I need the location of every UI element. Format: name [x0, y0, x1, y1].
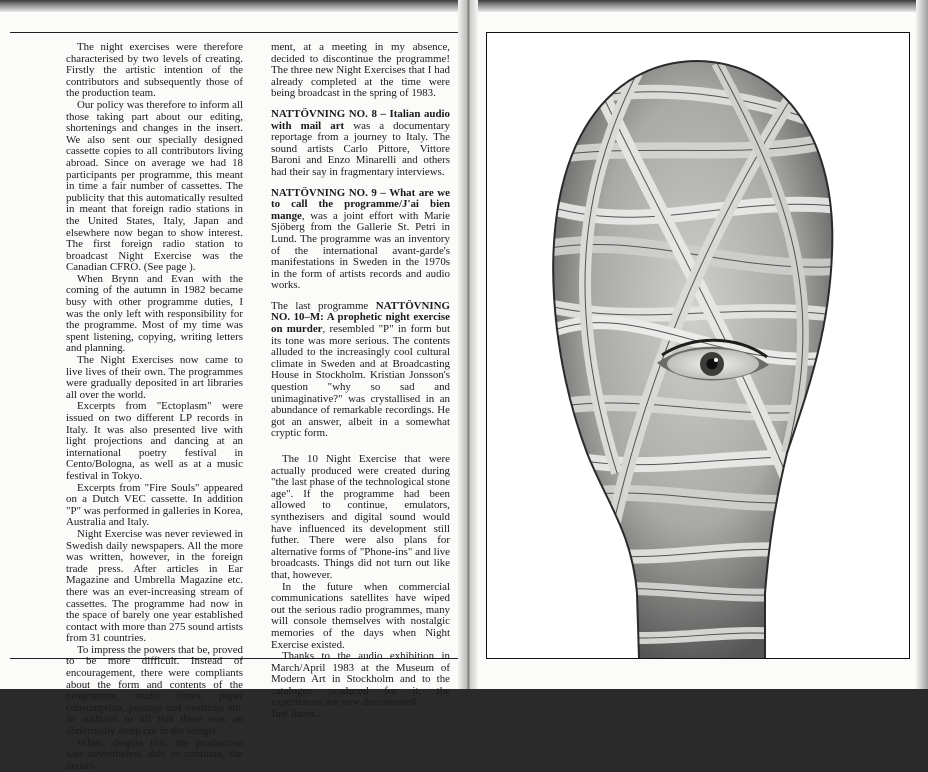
- entry-lead: The last programme: [271, 299, 376, 312]
- paragraph: The Night Exercises now came to live lives of their own. The programmes were gradually deposited in art libraries all over the world.: [66, 354, 243, 401]
- entry-body: , was a joint effort with Marie Sjöberg from the Gallerie St. Petri in Lund. The programme was an inventory of the international avant-garde's manifestations in Sweden in the 1970s in the form of artists records and audio works.: [271, 209, 450, 292]
- wrapped-head-photo: [487, 33, 909, 658]
- entry-title: NATTÖVNING NO. 9 – What are we to call the programme/J'ai bien mange: [271, 186, 450, 222]
- paragraph: ment, at a meeting in my absence, decided to discontinue the programme! The three new Night Exercises that I had already completed at the time were being broadcast in the spring of 1983.: [271, 41, 450, 100]
- entry-title: NATTÖVNING NO. 10–M: A prophetic night exercise on murder: [271, 299, 450, 336]
- entry-body: , resembled "P" in form but its tone was more serious. The contents alluded to the increasingly cool cultural climate in Sweden and at Broadcasting House in Stockholm. Kristian Jonsson's question "why so sad and unimaginative?" was crystallised in an abundance of remarkable recordings. He got an answer, albeit in a somewhat cryptic form.: [271, 323, 450, 440]
- top-rule: [10, 32, 460, 33]
- paragraph: Night Exercise was never reviewed in Swedish daily newspapers. All the more was written, however, in the foreign trade press. After articles in Ear Magazine and Umbrella Magazine etc. there was an ever-increasing stream of cassettes. The programme had now in the space of barely one year established contact with more than 275 sound artists from 31 countries.: [66, 527, 243, 645]
- paragraph: Just listen...: [271, 708, 323, 721]
- photo-frame: [486, 32, 910, 659]
- paragraph: When, despite this, the production was nevertheless able to continue, the depart-: [66, 736, 243, 772]
- entry-no8: [271, 109, 450, 179]
- paragraph: Thanks to the audio exhibition in March/April 1983 at the Museum of Modern Art in Stockholm and to the catalogue produced for it, the experiences are now documented.: [271, 650, 450, 709]
- entry-title: NATTÖVNING NO. 8 – Italian audio with mail art: [271, 107, 450, 132]
- scan-right-edge: [916, 0, 928, 689]
- paragraph: The night exercises were therefore characterised by two levels of creating. Firstly the artistic intention of the contributors and subsequently those of the production team.: [66, 41, 243, 100]
- left-column-text: [66, 42, 243, 772]
- paragraph: To impress the powers that be, proved to be more difficult. Instead of encouragement, there were compliants about the form and contents of the programme, studio times, paper consumption, postage and overtime etc. In addition to all this there was an abnormally steep cut in the budget.: [66, 643, 243, 738]
- paragraph: The 10 Night Exercise that were actually produced were created during "the last phase of the technological stone age". If the programme had been allowed to continue, emulators, synthezisers and digital sound would have influenced its development still futher. There were also plans for alternative forms of "Phone-ins" and live broadcasts. Things did not turn out like that, however.: [271, 453, 450, 581]
- paragraph: When Brynn and Evan with the coming of the autumn in 1982 became busy with other programme duties, I was the only left with responsibility for the programme. Most of my time was spent listening, copying, writing letters and planning.: [66, 272, 243, 355]
- paragraph: Excerpts from "Ectoplasm" were issued on two different LP records in Italy. It was also presented live with light projections and dancing at an international poetry festival in Cento/Bologna, as well as at a music festival in Tokyo.: [66, 400, 243, 482]
- paragraph: Our policy was therefore to inform all those taking part about our editing, shortenings and changes in the insert. We also sent our specially designed cassette copies to all contributors living abroad. Since on average we had 18 participants per programme, this meant in time a fair number of cassettes. The publicity that this automatically resulted in meant that foreign radio stations in the United States, Italy, Japan and elsewhere now began to show interest. The first foreign radio station to broadcast Night Exercise was the Canadian CFRO. (See page ).: [66, 98, 243, 274]
- entry-body: was a documentary reportage from a journey to Italy. The sound artists Carlo Pittore, Vittore Baroni and Enzo Minarelli and others had their say in fragmentary interviews.: [271, 119, 450, 178]
- paragraph: Excerpts from "Fire Souls" appeared on a Dutch VEC cassette. In addition "P" was performed in galleries in Korea, Australia and Italy.: [66, 481, 243, 529]
- book-gutter: [458, 0, 478, 689]
- right-column-text: [271, 42, 450, 721]
- paragraph: In the future when commercial communications satellites have wiped out the serious radio programmes, many will console themselves with nostalgic memories of the days when Night Exercise existed.: [271, 580, 450, 651]
- entry-no10: [271, 301, 450, 440]
- entry-no9: [271, 188, 450, 292]
